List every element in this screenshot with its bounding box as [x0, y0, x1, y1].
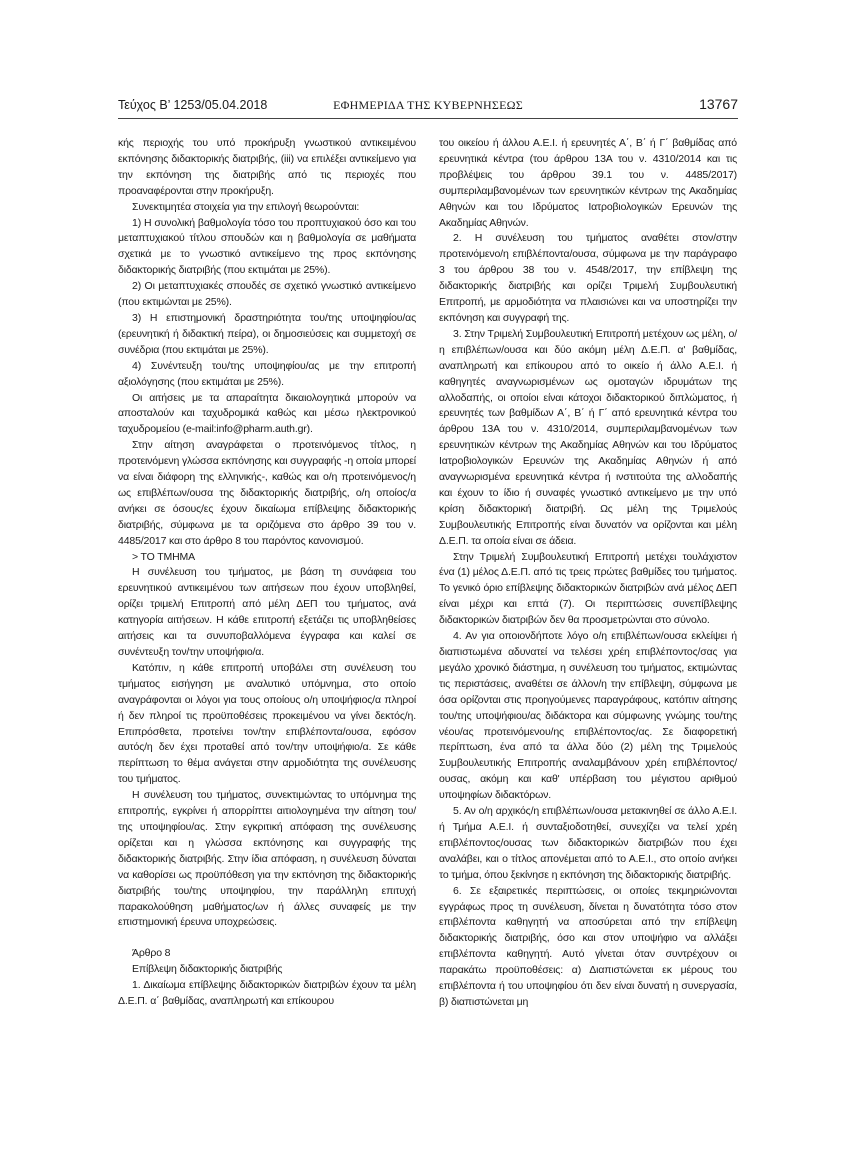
paragraph: κής περιοχής του υπό προκήρυξη γνωστικού αντικειμένου εκπόνησης διδακτορικής διατριβής, (iii) να επιλέξει αντικείμενο για την εκπόνηση της διατριβής από τις περιοχές που προαναφέρονται στην προκήρυξη. [118, 137, 416, 197]
paragraph: 2. Η συνέλευση του τμήματος αναθέτει στον/στην προτεινόμενο/η επιβλέποντα/ουσα, σύμφωνα με την παράγραφο 3 του άρθρου 38 του ν. 4548/2017, την επίβλεψη της διδακτορικής διατριβής και ορίζει Τριμελή Συμβουλευτική Επιτροπή, με αρμοδιότητα να πλαισιώνει και να υποστηρίζει την εκπόνηση και συγγραφή της. [439, 232, 737, 324]
paragraph: Η συνέλευση του τμήματος, με βάση τη συνάφεια του ερευνητικού αντικειμένου των αιτήσεων που έχουν υποβληθεί, ορίζει τριμελή Επιτροπή από μέλη ΔΕΠ του τμήματος, ανά κατηγορία αιτήσεων. Η κάθε επιτροπή εξετάζει τις υποβληθείσες αιτήσεις και τα συνυποβαλλόμενα έγγραφα και καλεί σε συνέντευξη τον/την υποψήφιο/α. [118, 566, 416, 658]
right-column [439, 136, 737, 1011]
paragraph: του οικείου ή άλλου Α.Ε.Ι. ή ερευνητές Α΄, Β΄ ή Γ΄ βαθμίδας από ερευνητικά κέντρα (του άρθρου 13Α του ν. 4310/2014 και τις προβλέψεις του άρθρου 39.1 του ν. 4485/2017) συμπεριλαμβανομένων των ερευνητικών κέντρων της Ακαδημίας Αθηνών και του Ιδρύματος Ιατροβιολογικών Ερευνών της Ακαδημίας Αθηνών. [439, 137, 737, 229]
paragraph: Η συνέλευση του τμήματος, συνεκτιμώντας το υπόμνημα της επιτροπής, εγκρίνει ή απορρίπτει αιτιολογημένα την αίτηση του/της υποψηφίου/ας. Στην εγκριτική απόφαση της συνέλευσης ορίζεται και η γλώσσα εκπόνησης και συγγραφής της διδακτορικής διατριβής. Στην ίδια απόφαση, η συνέλευση δύναται να καθορίσει ως προϋπόθεση για την εκπόνηση της διδακτορικής διατριβής του/της υποψηφίου, την παράλληλη επιτυχή παρακολούθηση μαθήματος/ων ή άλλες συναφείς με την επιστημονική έρευνα υποχρεώσεις. [118, 789, 416, 929]
paragraph: Κατόπιν, η κάθε επιτροπή υποβάλει στη συνέλευση του τμήματος εισήγηση με αναλυτικό υπόμνημα, στο οποίο αναγράφονται οι λόγοι για τους οποίους ο/η υποψήφιος/α πληροί ή δεν πληροί τις προϋποθέσεις προκειμένου να γίνει δεκτός/η. Επιπρόσθετα, προτείνει τον/την επιβλέποντα/ουσα, εφόσον αυτός/η δεν έχει προταθεί από τον/την υποψήφιο/α. Σε κάθε περίπτωση το θέμα ανάγεται στην αρμοδιότητα της συνέλευσης του τμήματος. [118, 661, 416, 786]
paragraph: > ΤΟ ΤΜΗΜΑ [132, 550, 195, 563]
paragraph: 4) Συνέντευξη του/της υποψηφίου/ας με την επιτροπή αξιολόγησης (που εκτιμάται με 25%). [118, 359, 416, 388]
paragraph: 4. Αν για οποιονδήποτε λόγο ο/η επιβλέπων/ουσα εκλείψει ή διαπιστωμένα αδυνατεί να τελέσει χρέη επιβλέποντος/σας για μεγάλο χρονικό διάστημα, η συνέλευση του τμήματος, εκτιμώντας τις περιστάσεις, αναθέτει σε άλλον/η την επίβλεψη, σύμφωνα με όσα ορίζονται στις προηγούμενες παραγράφους, κατόπιν αίτησης του/της υποψήφιου/ας διδάκτορα και σύμφωνης γνώμης του/της νέου/ας προτεινόμενου/ης επιβλέποντος/ας. Σε διαφορετική περίπτωση, ένα από τα άλλα δύο (2) μέλη της Τριμελούς Συμβουλευτικής Επιτροπής αναλαμβάνουν χρέη επιβλέποντος/ουσας, ακόμη και καθ' υπέρβαση του μέγιστου αριθμού υποψηφίων διδακτόρων. [439, 630, 737, 802]
paragraph: Συνεκτιμητέα στοιχεία για την επιλογή θεωρούνται: [132, 200, 360, 213]
paragraph: 1) Η συνολική βαθμολογία τόσο του προπτυχιακού όσο και του μεταπτυχιακού τίτλου σπουδών και η βαθμολογία σε μαθήματα σχετικά με το γνωστικό αντικείμενο της προς εκπόνησης διδακτορικής διατριβής (που εκτιμάται με 25%). [118, 216, 416, 277]
paragraph: Στην αίτηση αναγράφεται ο προτεινόμενος τίτλος, η προτεινόμενη γλώσσα εκπόνησης και συγγραφής -η οποία μπορεί να είναι διάφορη της ελληνικής-, καθώς και ο/η προτεινόμενος/η ως επιβλέπων/ουσα της διδακτορικής διατριβής, ο/η οποίος/α ανήκει σε όσους/ες έχουν δικαίωμα επίβλεψης διδακτορικής διατριβής, σύμφωνα με τα οριζόμενα στο άρθρο 39 του ν. 4485/2017 και στο άρθρο 8 του παρόντος κανονισμού. [118, 439, 416, 547]
issue-label: Τεύχος Β’ 1253/05.04.2018 [118, 98, 268, 112]
left-column [118, 136, 416, 1010]
page-header [118, 94, 738, 116]
article-title: Επίβλεψη διδακτορικής διατριβής [132, 963, 283, 976]
gazette-title: ΕΦΗΜΕΡΙΔΑ ΤΗΣ ΚΥΒΕΡΝΗΣΕΩΣ [333, 98, 523, 112]
paragraph: 2) Οι μεταπτυχιακές σπουδές σε σχετικό γνωστικό αντικείμενο (που εκτιμώνται με 25%). [118, 280, 416, 309]
paragraph: 1. Δικαίωμα επίβλεψης διδακτορικών διατριβών έχουν τα μέλη Δ.Ε.Π. α΄ βαθμίδας, αναπληρωτή και επίκουρου [118, 979, 416, 1008]
header-rule [118, 118, 738, 119]
paragraph: Οι αιτήσεις με τα απαραίτητα δικαιολογητικά μπορούν να αποσταλούν και ταχυδρομικά καθώς και μέσω ηλεκτρονικού ταχυδρομείου (e-mail:info@pharm.auth.gr). [118, 391, 416, 436]
paragraph: 5. Αν ο/η αρχικός/η επιβλέπων/ουσα μετακινηθεί σε άλλο Α.Ε.Ι. ή Τμήμα Α.Ε.Ι. ή συνταξιοδοτηθεί, συνεχίζει να τελεί χρέη επιβλέποντος/ουσας των διδακτορικών διατριβών που έχει αναλάβει, και ο τίτλος απονέμεται από το Α.Ε.Ι., στο οποίο ανήκει το τμήμα, όπου ξεκίνησε η εκπόνηση της διδακτορικής διατριβής. [439, 805, 737, 881]
paragraph: 6. Σε εξαιρετικές περιπτώσεις, οι οποίες τεκμηριώνονται εγγράφως προς τη συνέλευση, δίνεται η δυνατότητα τόσο στον επιβλέποντα καθηγητή να αποσύρεται από την επίβλεψη διδακτορικής διατριβής, όσο και στον υποψήφιο να αλλάξει επιβλέποντα καθηγητή. Αυτό γίνεται όταν συντρέχουν οι παρακάτω προϋποθέσεις: α) Διαπιστώνεται εκ μέρους του επιβλέποντα ή του υποψηφίου ότι δεν είναι δυνατή η συνεργασία, β) διαπιστώνεται μη [439, 884, 737, 1008]
paragraph: 3) Η επιστημονική δραστηριότητα του/της υποψηφίου/ας (ερευνητική ή διδακτική πείρα), οι δημοσιεύσεις και συμμετοχή σε συνέδρια (που εκτιμάται με 25%). [118, 311, 416, 356]
page-number: 13767 [699, 96, 738, 112]
paragraph: Στην Τριμελή Συμβουλευτική Επιτροπή μετέχει τουλάχιστον ένα (1) μέλος Δ.Ε.Π. από τις τρεις πρώτες βαθμίδες του τμήματος. Το γενικό όριο επίβλεψης διδακτορικών διατριβών ανά μέλος ΔΕΠ είναι μέχρι και επτά (7). Οι περιπτώσεις συνεπίβλεψης διδακτορικών διατριβών δεν θα προσμετρώνται στο σύνολο. [439, 550, 737, 627]
paragraph: 3. Στην Τριμελή Συμβουλευτική Επιτροπή μετέχουν ως μέλη, ο/η επιβλέπων/ουσα και δύο ακόμη μέλη Δ.Ε.Π. α' βαθμίδας, αναπληρωτή και επίκουρου από το οικείο ή άλλο Α.Ε.Ι. ή καθηγητές αναγνωρισμένων ως ομοταγών ιδρυμάτων της αλλοδαπής, οι οποίοι είναι κάτοχοι διδακτορικού διπλώματος, ή ερευνητές των βαθμίδων Α΄, Β΄ ή Γ΄ από ερευνητικά κέντρα του άρθρου 13Α του ν. 4310/2014, συμπεριλαμβανομένων των ερευνητικών κέντρων της Ακαδημίας Αθηνών και του Ιδρύματος Ιατροβιολογικών Ερευνών της Ακαδημίας Αθηνών ή από αναγνωρισμένα ερευνητικά κέντρα ή ινστιτούτα της αλλοδαπής και έχουν το ίδιο ή συναφές γνωστικό αντικείμενο με την υπό κρίση διδακτορική διατριβή. Ως μέλη της Τριμελούς Συμβουλευτικής Επιτροπής είναι δυνατόν να ορίζονται και μέλη Δ.Ε.Π. τα οποία είναι σε άδεια. [439, 327, 737, 547]
article-label: Άρθρο 8 [132, 947, 171, 960]
